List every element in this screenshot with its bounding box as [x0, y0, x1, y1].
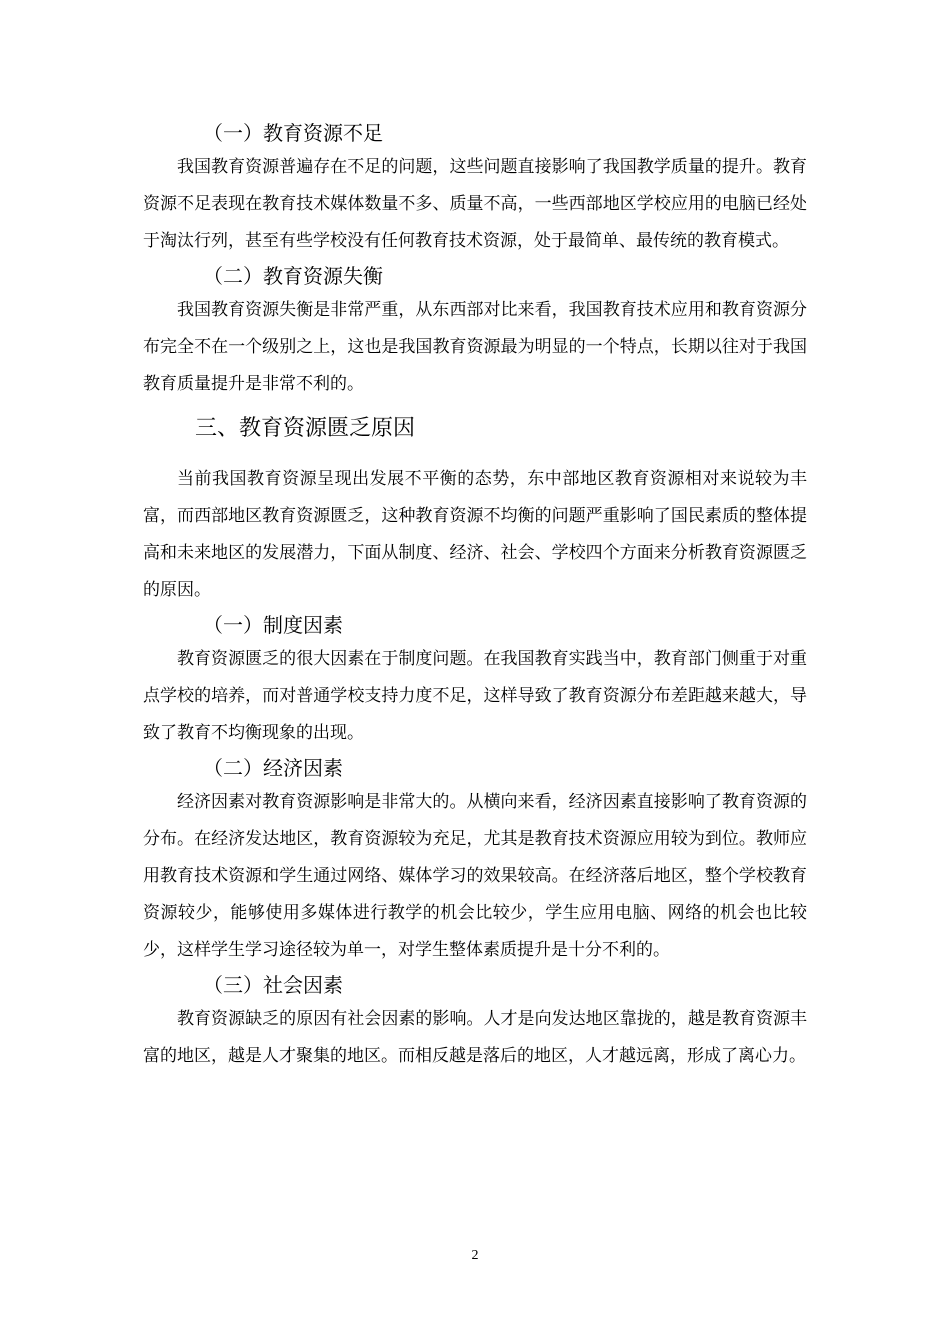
section-heading: （一）教育资源不足 — [203, 121, 383, 145]
section-heading: （一）制度因素 — [203, 613, 343, 637]
body-paragraph: 我国教育资源失衡是非常严重，从东西部对比来看，我国教育技术应用和教育资源分布完全不在一个级别之上，这也是我国教育资源最为明显的一个特点，长期以往对于我国教育质量提升是非常不利的。 — [143, 300, 807, 394]
chapter-heading: 三、教育资源匮乏原因 — [195, 416, 416, 441]
body-paragraph: 教育资源缺乏的原因有社会因素的影响。人才是向发达地区靠拢的，越是教育资源丰富的地区，越是人才聚集的地区。而相反越是落后的地区，人才越远离，形成了离心力。 — [143, 1009, 807, 1066]
section-heading: （三）社会因素 — [203, 973, 343, 997]
body-paragraph: 经济因素对教育资源影响是非常大的。从横向来看，经济因素直接影响了教育资源的分布。在经济发达地区，教育资源较为充足，尤其是教育技术资源应用较为到位。教师应用教育技术资源和学生通过网络、媒体学习的效果较高。在经济落后地区，整个学校教育资源较少，能够使用多媒体进行教学的机会比较少，学生应用电脑、网络的机会也比较少，这样学生学习途径较为单一，对学生整体素质提升是十分不利的。 — [143, 792, 807, 960]
section-heading: （二）经济因素 — [203, 756, 343, 780]
section-heading: （二）教育资源失衡 — [203, 264, 383, 288]
body-paragraph: 教育资源匮乏的很大因素在于制度问题。在我国教育实践当中，教育部门侧重于对重点学校的培养，而对普通学校支持力度不足，这样导致了教育资源分布差距越来越大，导致了教育不均衡现象的出现。 — [143, 649, 807, 743]
page-number: 2 — [471, 1248, 479, 1263]
document-page — [143, 117, 807, 1075]
body-paragraph: 当前我国教育资源呈现出发展不平衡的态势，东中部地区教育资源相对来说较为丰富，而西部地区教育资源匮乏，这种教育资源不均衡的问题严重影响了国民素质的整体提高和未来地区的发展潜力，下面从制度、经济、社会、学校四个方面来分析教育资源匮乏的原因。 — [143, 469, 807, 600]
body-paragraph: 我国教育资源普遍存在不足的问题，这些问题直接影响了我国教学质量的提升。教育资源不足表现在教育技术媒体数量不多、质量不高，一些西部地区学校应用的电脑已经处于淘汰行列，甚至有些学校没有任何教育技术资源，处于最简单、最传统的教育模式。 — [143, 157, 807, 251]
